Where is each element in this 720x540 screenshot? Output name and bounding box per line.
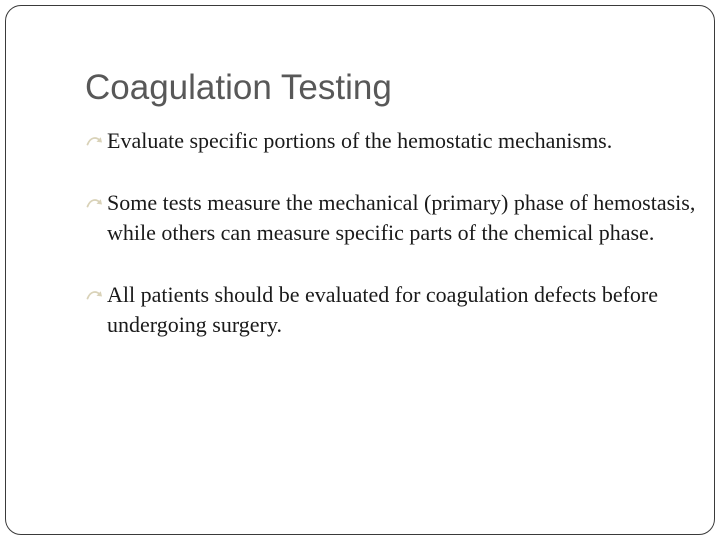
- bullet-item: [86, 126, 696, 156]
- bullet-item: [86, 280, 696, 340]
- curved-arrow-bullet-icon: [86, 289, 104, 301]
- bullet-text: Evaluate specific portions of the hemostatic mechanisms.: [107, 128, 613, 153]
- curved-arrow-bullet-icon: [86, 197, 104, 209]
- bullet-text: Some tests measure the mechanical (primary) phase of hemostasis, while others can measure specific parts of the chemical phase.: [107, 190, 696, 245]
- slide-title: Coagulation Testing: [85, 68, 392, 107]
- bullet-text: All patients should be evaluated for coagulation defects before undergoing surgery.: [107, 282, 659, 337]
- slide-frame: [5, 5, 715, 535]
- curved-arrow-bullet-icon: [86, 135, 104, 147]
- bullet-item: [86, 188, 696, 248]
- bullet-list: [86, 126, 696, 340]
